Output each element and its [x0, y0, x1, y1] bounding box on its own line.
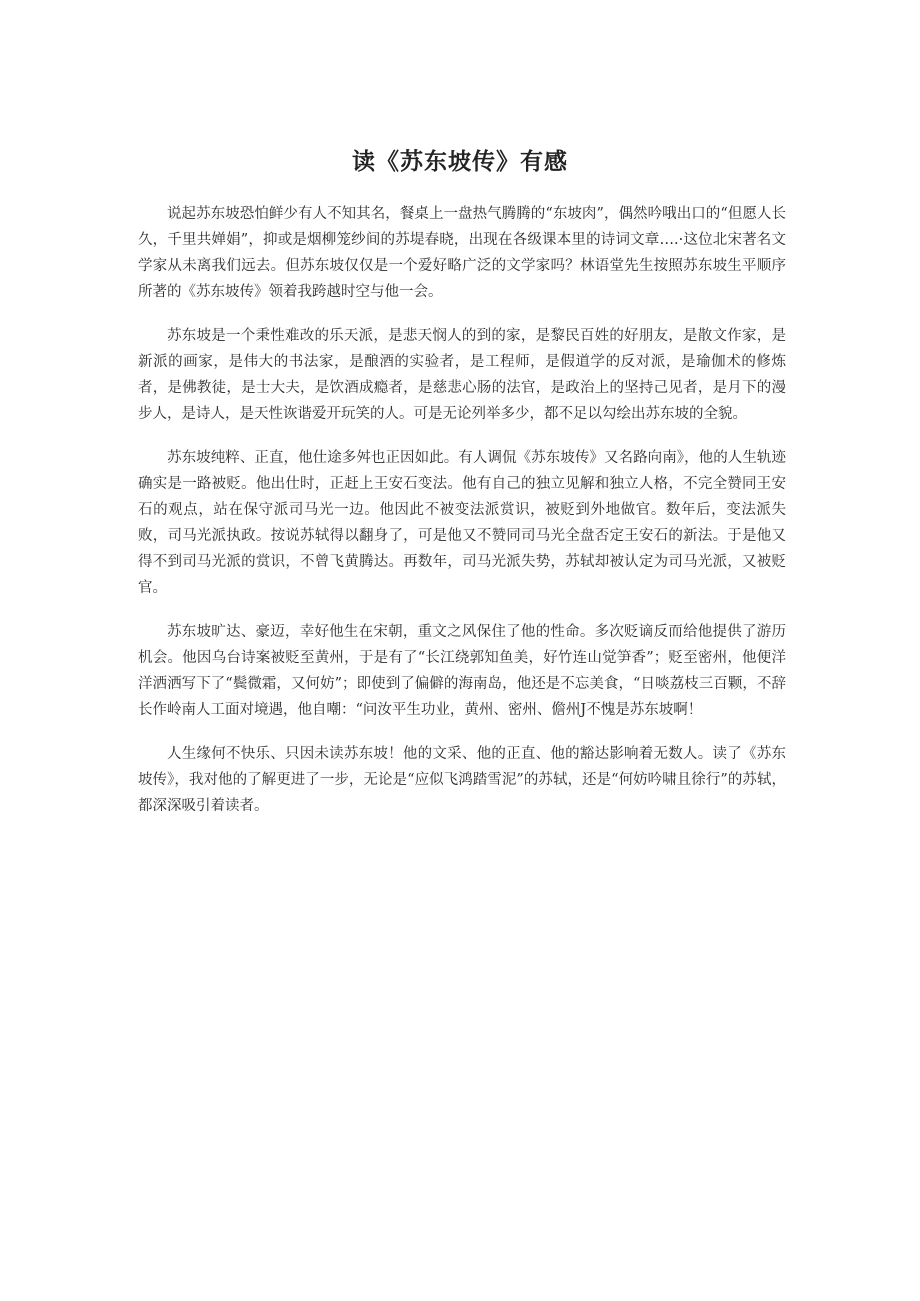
- paragraph-4: 苏东坡旷达、豪迈，幸好他生在宋朝，重文之风保住了他的性命。多次贬谪反而给他提供了游历机会。他因乌台诗案被贬至黄州，于是有了“长江绕郭知鱼美，好竹连山觉笋香”；贬至密州，他便洋洋洒洒写下了“鬓微霜，又何妨”；即使到了偏僻的海南岛，他还是不忘美食，“日啖荔枝三百颗，不辞长作岭南人工面对境遇，他自嘲：“问汝平生功业，黄州、密州、儋州J不愧是苏东坡啊！: [138, 624, 786, 718]
- document-body: [138, 201, 786, 837]
- paragraph-2: 苏东坡是一个秉性难改的乐天派，是悲天悯人的到的家，是黎民百姓的好朋友，是散文作家，是新派的画家，是伟大的书法家，是酿酒的实验者，是工程师，是假道学的反对派，是瑜伽术的修炼者，是佛教徒，是士大夫，是饮酒成瘾者，是慈悲心肠的法官，是政治上的坚持己见者，是月下的漫步人，是诗人，是天性诙谐爱开玩笑的人。可是无论列举多少，都不足以勾绘出苏东坡的全貌。: [138, 328, 786, 422]
- paragraph-3: 苏东坡纯粹、正直，他仕途多舛也正因如此。有人调侃《苏东坡传》又名路向南》，他的人生轨迹确实是一路被贬。他出仕时，正赶上王安石变法。他有自己的独立见解和独立人格，不完全赞同王安石的观点，站在保守派司马光一边。他因此不被变法派赏识，被贬到外地做官。数年后，变法派失败，司马光派执政。按说苏轼得以翻身了，可是他又不赞同司马光全盘否定王安石的新法。于是他又得不到司马光派的赏识，不曾飞黄腾达。再数年，司马光派失势，苏轼却被认定为司马光派，又被贬官。: [138, 450, 786, 596]
- document-title: 读《苏东坡传》有感: [352, 148, 568, 175]
- paragraph-5: 人生缘何不快乐、只因未读苏东坡！他的文采、他的正直、他的豁达影响着无数人。读了《苏东坡传》，我对他的了解更进了一步，无论是“应似飞鸿踏雪泥”的苏轼，还是“何妨吟啸且徐行”的苏轼，都深深吸引着读者。: [138, 746, 786, 814]
- paragraph-1: 说起苏东坡恐怕鲜少有人不知其名，餐桌上一盘热气腾腾的“东坡肉”，偶然吟哦出口的“但愿人长久，千里共婵娟”，抑或是烟柳笼纱间的苏堤春晓，出现在各级课本里的诗词文章….·这位北宋著名文学家从未离我们远去。但苏东坡仅仅是一个爱好略广泛的文学家吗？林语堂先生按照苏东坡生平顺序所著的《苏东坡传》领着我跨越时空与他一会。: [138, 206, 786, 300]
